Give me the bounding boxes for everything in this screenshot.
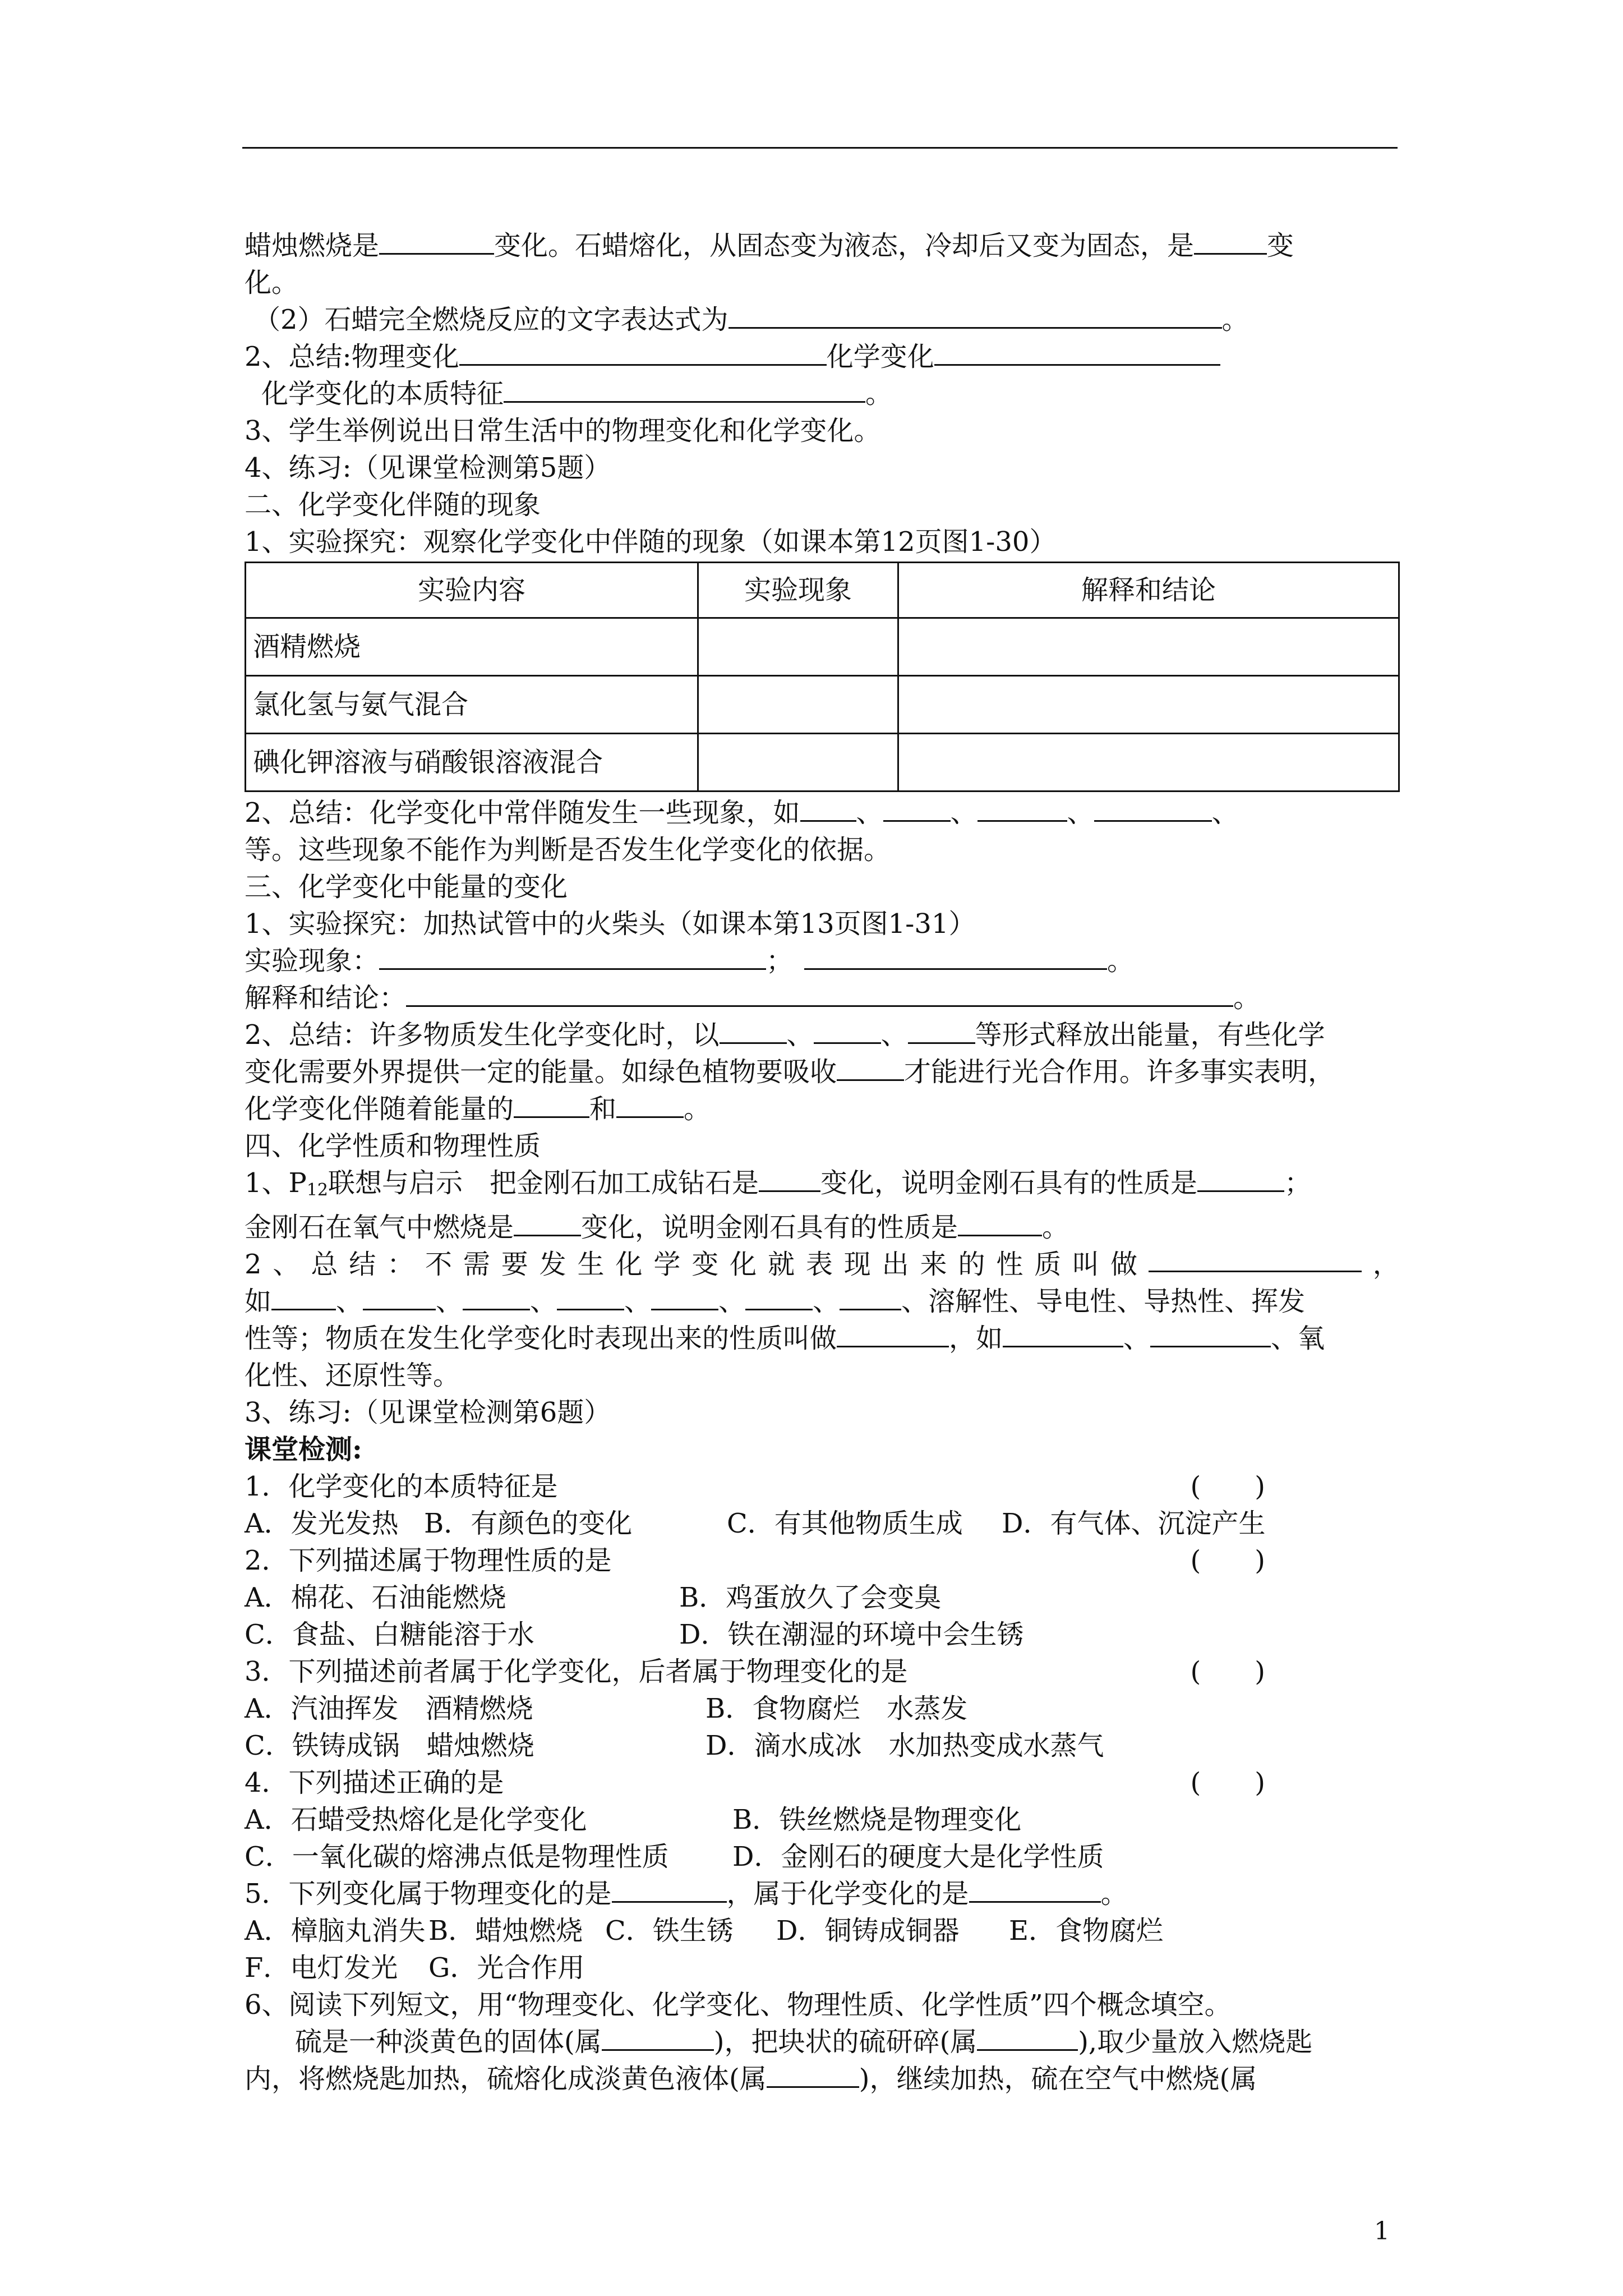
blank-field[interactable] [840,1284,901,1310]
answer-paren[interactable]: ( ) [1190,1471,1265,1502]
line-diamond-1: 1、$P_{12}$联想与启示 把金刚石加工成钻石是 变化，说明金刚石具有的性质是 ； [245,1165,1400,1209]
option-a[interactable]: A．樟脑丸消失 [245,1915,426,1947]
question-3-options [245,1690,1400,1727]
blank-field[interactable] [978,795,1067,822]
line-summary-3-cont2: 化学变化伴随着能量的 和 。 [245,1091,1400,1128]
question-6-passage-cont: 内，将燃烧匙加热，硫熔化成淡黄色液体(属 )，继续加热，硫在空气中燃烧(属 [245,2060,1400,2097]
blank-field[interactable] [557,1284,624,1310]
line-experiment-1: 1、实验探究：观察化学变化中伴随的现象（如课本第12页图1-30） [245,526,1057,558]
line-diamond-2: 金刚石在氧气中燃烧是 变化，说明金刚石具有的性质是 。 [245,1209,1400,1246]
line-candle-burning: 蜡烛燃烧是 变化。石蜡熔化，从固态变为液态，冷却后又变为固态，是 变 [245,227,1400,264]
line-summary-2: 2、总结：化学变化中常伴随发生一些现象，如 、 、 、 、 [245,794,1400,831]
option-d[interactable]: D．铜铸成铜器 [776,1915,960,1947]
question-4-options [245,1838,1400,1875]
blank-field[interactable] [459,339,827,366]
line-observation: 实验现象： ； 。 [245,942,1400,979]
table-cell-empty[interactable] [898,676,1399,734]
option-d[interactable]: D．金刚石的硬度大是化学性质 [732,1841,1104,1872]
option-b[interactable]: B．有颜色的变化 [424,1508,633,1539]
line-word-equation: （2）石蜡完全燃烧反应的文字表达式为 。 [245,301,1400,338]
blank-field[interactable] [363,1284,436,1310]
table-cell-empty[interactable] [698,676,898,734]
line-practice-1: 4、练习:（见课堂检测第5题） [245,452,611,484]
question-5: 5．下列变化属于物理变化的是 ，属于化学变化的是 。 [245,1875,1400,1912]
question-4: 4．下列描述正确的是 ( ) [245,1764,1400,1801]
table-cell-empty[interactable] [698,618,898,676]
header-rule [242,147,1398,149]
table-cell: 氯化氢与氨气混合 [246,676,698,734]
line-candle-burning-cont: 化。 [245,267,299,298]
question-6: 6、阅读下列短文，用“物理变化、化学变化、物理性质、化学性质”四个概念填空。 [245,1989,1232,2021]
option-b[interactable]: B．铁丝燃烧是物理变化 [732,1804,1022,1835]
blank-field[interactable] [958,1210,1042,1236]
question-6-passage: 硫是一种淡黄色的固体(属 )，把块状的硫研碎(属 ),取少量放入燃烧匙 [245,2023,1400,2060]
blank-field[interactable] [616,1092,684,1118]
blank-field[interactable] [745,1284,813,1310]
option-a[interactable]: A．汽油挥发 酒精燃烧 [245,1693,533,1724]
table-header-row [246,563,1399,618]
blank-field[interactable] [463,1284,530,1310]
question-2: 2．下列描述属于物理性质的是 ( ) [245,1542,1400,1579]
blank-field[interactable] [977,2024,1078,2051]
answer-paren[interactable]: ( ) [1190,1656,1265,1687]
table-header-cell: 解释和结论 [898,563,1399,618]
blank-field[interactable] [883,795,951,822]
option-c[interactable]: C．铁生锈 [605,1915,734,1947]
blank-field[interactable] [728,302,1222,329]
option-c[interactable]: C．有其他物质生成 [727,1508,963,1539]
blank-field[interactable] [514,1092,589,1118]
table-row [246,734,1399,792]
option-d[interactable]: D．铁在潮湿的环境中会生锈 [679,1619,1024,1650]
blank-field[interactable] [969,1876,1101,1903]
blank-field[interactable] [837,1321,949,1347]
blank-field[interactable] [767,2062,859,2088]
line-essential-feature: 化学变化的本质特征 。 [245,375,1400,412]
blank-field[interactable] [379,944,766,970]
line-experiment-3: 1、实验探究：加热试管中的火柴头（如课本第13页图1-31） [245,908,976,940]
blank-field[interactable] [514,1210,581,1236]
question-5-options [245,1949,1400,1986]
quiz-title: 课堂检测: [245,1434,362,1465]
blank-field[interactable] [1149,1246,1362,1272]
option-f[interactable]: F．电灯发光 [245,1952,398,1984]
table-header-cell: 实验内容 [246,563,698,618]
blank-field[interactable] [800,795,856,822]
option-c[interactable]: C．铁铸成锅 蜡烛燃烧 [245,1730,534,1761]
blank-field[interactable] [720,1018,787,1044]
line-summary-4: 2 、 总 结 ： 不 需 要 发 生 化 学 变 化 就 表 现 出 来 的 性 质 叫 做 ， [245,1246,1400,1283]
blank-field[interactable] [651,1284,718,1310]
blank-field[interactable] [804,944,1107,970]
blank-field[interactable] [837,1055,904,1081]
blank-field[interactable] [1150,1321,1271,1347]
option-a[interactable]: A．发光发热 [245,1508,399,1539]
table-cell-empty[interactable] [698,734,898,792]
table-cell: 碘化钾溶液与硝酸银溶液混合 [246,734,698,792]
blank-field[interactable] [1197,1166,1284,1192]
option-a[interactable]: A．棉花、石油能燃烧 [245,1582,506,1613]
answer-paren[interactable]: ( ) [1190,1767,1265,1798]
line-summary-4-cont: 如 、 、 、 、 、 、 、溶解性、导电性、导热性、挥发 [245,1283,1400,1320]
option-d[interactable]: D．滴水成冰 水加热变成水蒸气 [706,1730,1104,1761]
blank-field[interactable] [271,1284,336,1310]
blank-field[interactable] [934,339,1220,366]
section-heading-4: 四、化学性质和物理性质 [245,1130,541,1162]
blank-field[interactable] [602,2024,714,2051]
line-summary-3: 2、总结：许多物质发生化学变化时，以 、 、 等形式释放出能量，有些化学 [245,1016,1400,1053]
option-e[interactable]: E．食物腐烂 [1009,1915,1164,1947]
blank-field[interactable] [504,376,865,403]
question-3: 3．下列描述前者属于化学变化，后者属于物理变化的是 ( ) [245,1653,1400,1690]
blank-field[interactable] [612,1876,727,1903]
question-2-options [245,1616,1400,1653]
line-practice-3: 3、练习:（见课堂检测第6题） [245,1397,611,1428]
blank-field[interactable] [908,1018,975,1044]
section-heading-2: 二、化学变化伴随的现象 [245,489,541,521]
table-row [246,618,1399,676]
option-a[interactable]: A．石蜡受热熔化是化学变化 [245,1804,587,1835]
blank-field[interactable] [1003,1321,1123,1347]
line-summary-2-cont: 等。这些现象不能作为判断是否发生化学变化的依据。 [245,834,891,866]
option-b[interactable]: B．鸡蛋放久了会变臭 [679,1582,942,1613]
blank-field[interactable] [814,1018,881,1044]
line-summary-4-cont2: 性等；物质在发生化学变化时表现出来的性质叫做 ，如 、 、氧 [245,1320,1400,1357]
line-summary-1: 2、总结:物理变化 化学变化 [245,338,1400,375]
page-number: 1 [1374,2217,1390,2246]
blank-field[interactable] [1094,795,1212,822]
question-1-options [245,1505,1400,1542]
line-summary-3-cont: 变化需要外界提供一定的能量。如绿色植物要吸收 才能进行光合作用。许多事实表明， [245,1053,1400,1091]
table-cell-empty[interactable] [898,734,1399,792]
experiment-table [245,562,1400,792]
line-summary-4-cont3: 化性、还原性等。 [245,1360,460,1391]
line-conclusion: 解释和结论： 。 [245,979,1400,1016]
table-cell-empty[interactable] [898,618,1399,676]
blank-field[interactable] [406,981,1233,1007]
question-2-options [245,1579,1400,1616]
option-c[interactable]: C．食盐、白糖能溶于水 [245,1619,534,1650]
blank-field[interactable] [1194,228,1267,255]
question-5-options [245,1912,1400,1949]
line-examples: 3、学生举例说出日常生活中的物理变化和化学变化。 [245,415,881,447]
option-b[interactable]: B．食物腐烂 水蒸发 [706,1693,968,1724]
blank-field[interactable] [379,228,494,255]
section-heading-3: 三、化学变化中能量的变化 [245,871,568,903]
option-d[interactable]: D．有气体、沉淀产生 [1002,1508,1266,1539]
option-b[interactable]: B．蜡烛燃烧 [428,1915,583,1947]
document-body [245,227,1400,2097]
table-header-cell: 实验现象 [698,563,898,618]
question-4-options [245,1801,1400,1838]
answer-paren[interactable]: ( ) [1190,1545,1265,1576]
option-g[interactable]: G．光合作用 [428,1952,585,1984]
option-c[interactable]: C．一氧化碳的熔沸点低是物理性质 [245,1841,669,1872]
question-3-options [245,1727,1400,1764]
question-1: 1．化学变化的本质特征是 ( ) [245,1468,1400,1505]
table-row [246,676,1399,734]
table-cell: 酒精燃烧 [246,618,698,676]
blank-field[interactable] [759,1166,820,1192]
